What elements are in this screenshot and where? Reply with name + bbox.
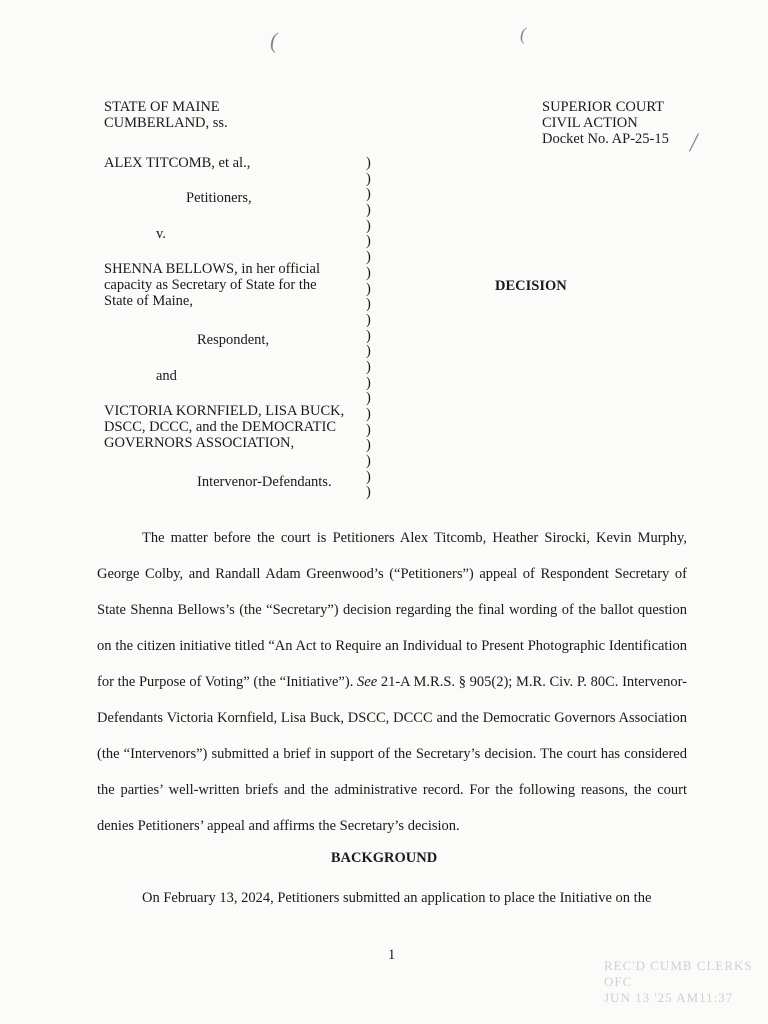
received-stamp bbox=[604, 958, 768, 1006]
intervenor-role: Intervenor-Defendants. bbox=[197, 474, 332, 490]
handwritten-mark: ( bbox=[270, 28, 278, 53]
respondent-role: Respondent, bbox=[197, 332, 270, 348]
document-title: DECISION bbox=[495, 278, 567, 294]
caption-right bbox=[542, 99, 669, 147]
handwritten-checkmark: / bbox=[690, 128, 698, 157]
respondent-line: capacity as Secretary of State for the bbox=[104, 277, 317, 293]
court-name: SUPERIOR COURT bbox=[542, 99, 664, 115]
respondent-line: SHENNA BELLOWS, in her official bbox=[104, 261, 320, 277]
intervenor-line: DSCC, DCCC, and the DEMOCRATIC bbox=[104, 419, 337, 435]
versus: v. bbox=[156, 226, 166, 242]
intervenor-line: VICTORIA KORNFIELD, LISA BUCK, bbox=[104, 403, 345, 419]
intervenor-line: GOVERNORS ASSOCIATION, bbox=[104, 435, 295, 451]
petitioner-role: Petitioners, bbox=[186, 190, 252, 206]
citation-signal: See bbox=[357, 674, 378, 690]
respondent-block bbox=[104, 261, 320, 309]
handwritten-mark: ( bbox=[520, 24, 526, 44]
paragraph-2: On February 13, 2024, Petitioners submitted an application to place the Initiative on the bbox=[142, 890, 652, 906]
caption-left bbox=[104, 99, 228, 131]
stamp-line: JUN 13 '25 AM11:37 bbox=[604, 990, 734, 1005]
intervenor-block bbox=[104, 403, 344, 451]
action-type: CIVIL ACTION bbox=[542, 115, 638, 131]
body-text-2 bbox=[97, 880, 687, 916]
stamp-line: REC'D CUMB CLERKS OFC bbox=[604, 958, 753, 989]
petitioner-name: ALEX TITCOMB, et al., bbox=[104, 155, 251, 171]
body-text bbox=[97, 520, 687, 844]
and-conjunction: and bbox=[156, 368, 177, 384]
paragraph-1-part-2: 21-A M.R.S. § 905(2); M.R. Civ. P. 80C. Intervenor-Defendants Victoria Kornfield, Lisa Buck, DSCC, DCCC and the Democratic Governors Association (the “Intervenors”) submitted a brief in support of the Secretary’s decision. The court has considered the parties’ well-written briefs and the administrative record. For the following reasons, the court denies Petitioners’ appeal and affirms the Secretary’s decision. bbox=[97, 674, 687, 834]
paragraph-1-part-1: The matter before the court is Petitioners Alex Titcomb, Heather Sirocki, Kevin Murphy, George Colby, and Randall Adam Greenwood’s (“Petitioners”) appeal of Respondent Secretary of State Shenna Bellows’s (the “Secretary”) decision regarding the final wording of the ballot question on the citizen initiative titled “An Act to Require an Individual to Present Photographic Identification for the Purpose of Voting” (the “Initiative”). bbox=[97, 530, 687, 690]
paragraph-1 bbox=[97, 520, 687, 844]
section-heading: BACKGROUND bbox=[330, 850, 438, 866]
respondent-line: State of Maine, bbox=[104, 293, 193, 309]
state-name: STATE OF MAINE bbox=[104, 99, 220, 115]
county-name: CUMBERLAND, ss. bbox=[104, 115, 228, 131]
page-number: 1 bbox=[388, 947, 396, 963]
caption-parentheses: ) ) ) ) ) ) ) ) ) ) ) ) ) ) ) ) ) ) ) ) ) ) bbox=[366, 155, 371, 501]
docket-number: Docket No. AP-25-15 bbox=[542, 131, 669, 147]
